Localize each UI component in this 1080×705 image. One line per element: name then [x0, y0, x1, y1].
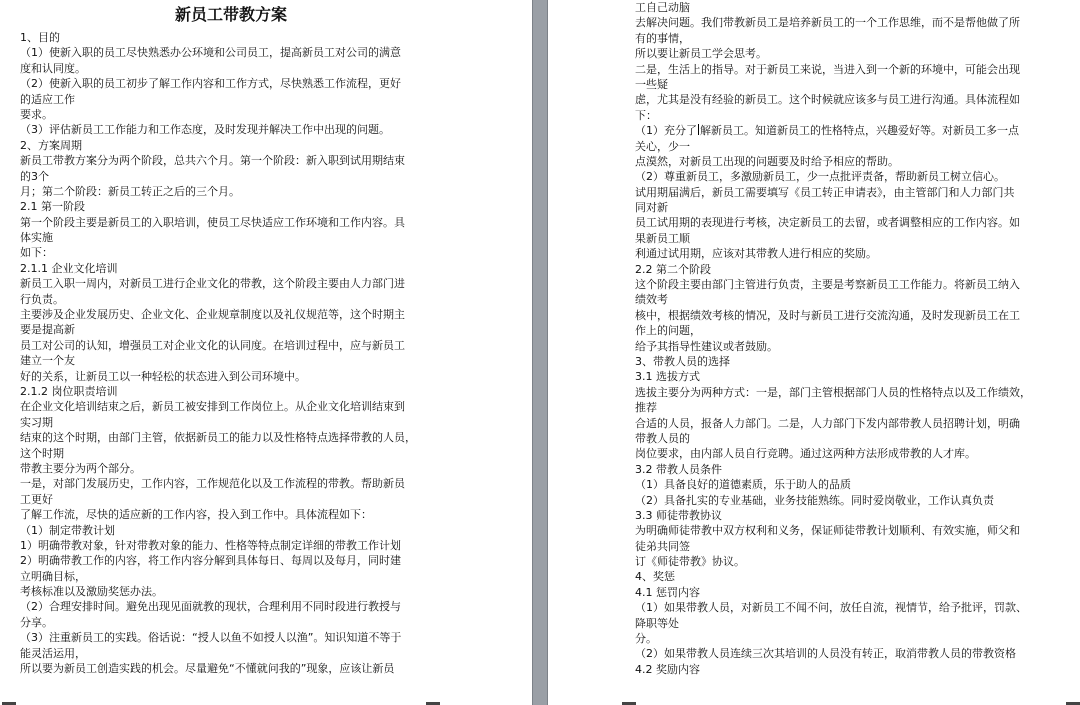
text-line: 所以要为新员工创造实践的机会。尽量避免“不懂就问我的”现象，应该让新员 — [20, 662, 395, 676]
text-line: 分享。 — [20, 615, 53, 629]
text-line: 合适的人员，报备人力部门。二是，人力部门下发内部带教人员招聘计划，明确 — [635, 416, 1020, 430]
text-line: （1）制定带教计划 — [20, 523, 115, 537]
left-page-body — [20, 30, 442, 676]
text-line: 2.1.2 岗位职责培训 — [20, 384, 118, 398]
text-line: 的3个 — [20, 169, 49, 183]
text-line: 下： — [635, 108, 657, 122]
text-line: （1）具备良好的道德素质，乐于助人的品质 — [635, 478, 851, 492]
text-line: 绩效考 — [635, 293, 668, 307]
text-line: 要是提高新 — [20, 323, 75, 337]
text-before-cursor: （1）充分了 — [635, 124, 697, 138]
text-line: 主要涉及企业发展历史、企业文化、企业规章制度以及礼仪规范等，这个时期主 — [20, 308, 405, 322]
text-line: 这个时期 — [20, 446, 64, 460]
text-line: 好的关系，让新员工以一种轻松的状态进入到公司环境中。 — [20, 369, 306, 383]
text-line: 结束的这个时期，由部门主管，依据新员工的能力以及性格特点选择带教的人员， — [20, 431, 416, 445]
text-line: 带教人员的 — [635, 431, 690, 445]
text-line: 2.1.1 企业文化培训 — [20, 261, 118, 275]
text-line: 了解工作流，尽快的适应新的工作内容，投入到工作中。具体流程如下： — [20, 508, 372, 522]
text-line: 订《师徒带教》协议。 — [635, 555, 745, 569]
text-line: 3.1 选拔方式 — [635, 370, 700, 384]
page-text-area[interactable] — [20, 0, 442, 676]
text-line: 2.1 第一阶段 — [20, 200, 85, 214]
text-line: 点漠然，对新员工出现的问题要及时给予相应的帮助。 — [635, 154, 899, 168]
text-line: 要求。 — [20, 107, 53, 121]
text-line: 2）明确带教工作的内容，将工作内容分解到具体每日、每周以及每月，同时建 — [20, 554, 401, 568]
text-line: 考核标准以及激励奖惩办法。 — [20, 585, 163, 599]
text-line: 第一个阶段主要是新员工的入职培训，使员工尽快适应工作环境和工作内容。具 — [20, 215, 405, 229]
text-line: 实习期 — [20, 415, 53, 429]
text-line: 所以要让新员工学会思考。 — [635, 47, 767, 61]
text-line — [635, 123, 1069, 138]
text-line: 能灵活运用， — [20, 646, 86, 660]
text-line: 果新员工顺 — [635, 231, 690, 245]
text-line: 推荐 — [635, 401, 657, 415]
text-line: 降职等处 — [635, 616, 679, 630]
text-line: 员工试用期的表现进行考核，决定新员工的去留，或者调整相应的工作内容。如 — [635, 216, 1020, 230]
text-line: （3）评估新员工工作能力和工作态度，及时发现并解决工作中出现的问题。 — [20, 123, 390, 137]
text-line: 度和认同度。 — [20, 61, 86, 75]
text-line: 同对新 — [635, 201, 668, 215]
document-page-right[interactable] — [548, 0, 1080, 705]
text-line: 虑，尤其是没有经验的新员工。这个时候就应该多与员工进行沟通。具体流程如 — [635, 93, 1020, 107]
text-line: 行负责。 — [20, 292, 64, 306]
text-line: （2）合理安排时间。避免出现见面就教的现状，合理利用不同时段进行教授与 — [20, 600, 401, 614]
text-line: 3.3 师徒带教协议 — [635, 508, 722, 522]
text-line: 徒弟共同签 — [635, 539, 690, 553]
text-line: 员工对公司的认知，增强员工对企业文化的认同度。在培训过程中，应与新员工 — [20, 338, 405, 352]
text-line: 为明确师徒带教中双方权利和义务，保证师徒带教计划顺利、有效实施，师父和 — [635, 524, 1020, 538]
text-line: （2）尊重新员工，多激励新员工，少一点批评责备，帮助新员工树立信心。 — [635, 170, 1005, 184]
text-after-cursor: 解新员工。知道新员工的性格特点，兴趣爱好等。对新员工多一点 — [700, 124, 1019, 138]
text-line: 3.2 带教人员条件 — [635, 462, 722, 476]
text-line: 这个阶段主要由部门主管进行负责，主要是考察新员工工作能力。将新员工纳入 — [635, 278, 1020, 292]
text-line: 4、奖惩 — [635, 570, 675, 584]
text-line: 4.2 奖励内容 — [635, 662, 700, 676]
text-line: 核中，根据绩效考核的情况，及时与新员工进行交流沟通，及时发现新员工在工 — [635, 308, 1020, 322]
text-line: 选拔主要分为两种方式：一是，部门主管根据部门人员的性格特点以及工作绩效， — [635, 385, 1031, 399]
text-line: 2、方案周期 — [20, 138, 82, 152]
text-line: 月；第二个阶段：新员工转正之后的三个月。 — [20, 184, 240, 198]
text-line: 去解决问题。我们带教新员工是培养新员工的一个工作思维，而不是帮他做了所 — [635, 16, 1020, 30]
text-line: 工自己动脑 — [635, 1, 690, 14]
text-line: 新员工入职一周内，对新员工进行企业文化的带教，这个阶段主要由人力部门进 — [20, 277, 405, 291]
text-cursor — [698, 124, 699, 135]
text-line: 在企业文化培训结束之后，新员工被安排到工作岗位上。从企业文化培训结束到 — [20, 400, 405, 414]
text-line: 新员工带教方案分为两个阶段，总共六个月。第一个阶段：新入职到试用期结束 — [20, 154, 405, 168]
right-page-body — [635, 0, 1069, 677]
text-line: （2）如果带教人员连续三次其培训的人员没有转正，取消带教人员的带教资格 — [635, 647, 1016, 661]
text-line: 的适应工作 — [20, 92, 75, 106]
text-line: 分。 — [635, 632, 657, 646]
text-line: （2）具备扎实的专业基础，业务技能熟练。同时爱岗敬业，工作认真负责 — [635, 493, 994, 507]
text-line: 一些疑 — [635, 77, 668, 91]
text-line: 作上的问题， — [635, 324, 701, 338]
text-line: （1）使新入职的员工尽快熟悉办公环境和公司员工，提高新员工对公司的满意 — [20, 46, 401, 60]
text-line: 2.2 第二个阶段 — [635, 262, 711, 276]
text-line: （2）使新入职的员工初步了解工作内容和工作方式，尽快熟悉工作流程，更好 — [20, 77, 401, 91]
text-line: 有的事情， — [635, 31, 690, 45]
text-line: 二是，生活上的指导。对于新员工来说，当进入到一个新的环境中，可能会出现 — [635, 62, 1020, 76]
text-line: 关心，少一 — [635, 139, 690, 153]
text-line: 立明确目标， — [20, 569, 86, 583]
text-line: （1）如果带教人员，对新员工不闻不问，放任自流，视情节，给予批评，罚款、 — [635, 601, 1027, 615]
page-separator — [532, 0, 548, 705]
text-line: 1）明确带教对象，针对带教对象的能力、性格等特点制定详细的带教工作计划 — [20, 538, 401, 552]
text-line: 1、目的 — [20, 31, 60, 44]
text-line: 给予其指导性建议或者鼓励。 — [635, 339, 778, 353]
document-page-left[interactable] — [0, 0, 532, 705]
text-line: 利通过试用期，应该对其带教人进行相应的奖励。 — [635, 247, 877, 261]
text-line: 3、带教人员的选择 — [635, 354, 730, 368]
text-line: 4.1 惩罚内容 — [635, 585, 700, 599]
text-line: 试用期届满后，新员工需要填写《员工转正申请表》，由主管部门和人力部门共 — [635, 185, 1015, 199]
text-line: 建立一个友 — [20, 354, 75, 368]
text-line: 岗位要求，由内部人员自行竞聘。通过这两种方法形成带教的人才库。 — [635, 447, 976, 461]
text-line: 体实施 — [20, 231, 53, 245]
text-line: 如下： — [20, 246, 53, 260]
text-line: 工更好 — [20, 492, 53, 506]
text-line: （3）注重新员工的实践。俗话说：“授人以鱼不如授人以渔”。知识知道不等于 — [20, 631, 402, 645]
document-title: 新员工带教方案 — [174, 5, 287, 24]
text-line: 带教主要分为两个部分。 — [20, 461, 141, 475]
text-line: 一是，对部门发展历史，工作内容，工作规范化以及工作流程的带教。帮助新员 — [20, 477, 405, 491]
page-text-area[interactable] — [635, 0, 1069, 677]
